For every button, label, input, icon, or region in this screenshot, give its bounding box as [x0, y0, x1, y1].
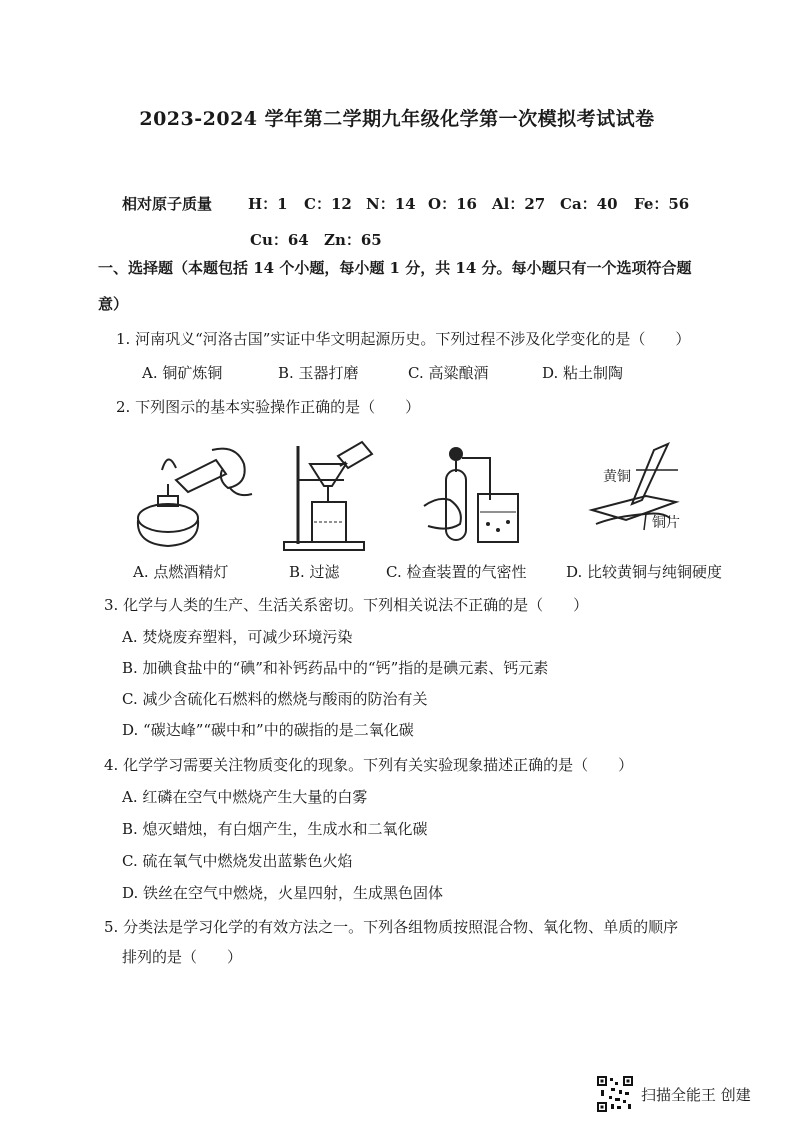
qr-code-icon — [597, 1076, 633, 1112]
q1-stem: 1. 河南巩义“河洛古国”实证中华文明起源历史。下列过程不涉及化学变化的是（ ） — [116, 330, 691, 348]
filtration-drawing — [276, 440, 426, 555]
figure-airtightness — [420, 440, 570, 555]
label-brass: 黄铜 — [603, 469, 631, 485]
atomic-mass-n: N：14 — [366, 195, 416, 213]
q2-option-c: C. 检查装置的气密性 — [386, 563, 527, 581]
atomic-mass-c: C：12 — [304, 195, 352, 213]
atomic-mass-o: O：16 — [428, 195, 477, 213]
figure-hardness — [586, 440, 736, 555]
exam-title: 2023-2024 学年第二学期九年级化学第一次模拟考试试卷 — [139, 108, 655, 130]
atomic-mass-label: 相对原子质量 — [122, 195, 213, 213]
q2-option-a: A. 点燃酒精灯 — [133, 563, 229, 581]
figure-filtration — [276, 440, 426, 555]
q5-stem: 5. 分类法是学习化学的有效方法之一。下列各组物质按照混合物、氧化物、单质的顺序 — [104, 918, 679, 936]
q4-option-d: D. 铁丝在空气中燃烧，火星四射，生成黑色固体 — [122, 884, 444, 902]
atomic-mass-zn: Zn：65 — [324, 231, 382, 249]
q1-option-a: A. 铜矿炼铜 — [142, 364, 223, 382]
q2-stem: 2. 下列图示的基本实验操作正确的是（ ） — [116, 398, 421, 416]
q2-option-d: D. 比较黄铜与纯铜硬度 — [566, 563, 723, 581]
atomic-mass-fe: Fe：56 — [634, 195, 690, 213]
q5-stem-cont: 排列的是（ ） — [122, 948, 243, 966]
q4-option-c: C. 硫在氧气中燃烧发出蓝紫色火焰 — [122, 852, 353, 870]
q3-option-d: D. “碳达峰”“碳中和”中的碳指的是二氧化碳 — [122, 721, 414, 739]
atomic-mass-ca: Ca：40 — [560, 195, 618, 213]
q3-option-c: C. 减少含硫化石燃料的燃烧与酸雨的防治有关 — [122, 690, 428, 708]
q3-stem: 3. 化学与人类的生产、生活关系密切。下列相关说法不正确的是（ ） — [104, 596, 589, 614]
q1-option-b: B. 玉器打磨 — [278, 364, 359, 382]
label-copper-sheet: 铜片 — [652, 515, 680, 531]
q4-stem: 4. 化学学习需要关注物质变化的现象。下列有关实验现象描述正确的是（ ） — [104, 756, 634, 774]
q1-option-c: C. 高粱酿酒 — [408, 364, 489, 382]
section1-heading-cont: 意） — [98, 295, 129, 313]
figure-light-alcohol-lamp — [126, 440, 276, 555]
watermark-text: 扫描全能王 创建 — [641, 1086, 751, 1104]
q3-option-a: A. 焚烧废弃塑料，可减少环境污染 — [122, 628, 353, 646]
q3-option-b: B. 加碘食盐中的“碘”和补钙药品中的“钙”指的是碘元素、钙元素 — [122, 659, 549, 677]
atomic-mass-al: Al：27 — [492, 195, 546, 213]
airtightness-drawing — [420, 440, 570, 555]
q2-option-b: B. 过滤 — [289, 563, 340, 581]
q4-option-b: B. 熄灭蜡烛，有白烟产生，生成水和二氧化碳 — [122, 820, 428, 838]
atomic-mass-cu: Cu：64 — [250, 231, 309, 249]
alcohol-lamp-drawing — [126, 440, 276, 555]
q4-option-a: A. 红磷在空气中燃烧产生大量的白雾 — [122, 788, 368, 806]
q1-option-d: D. 粘土制陶 — [542, 364, 624, 382]
section1-heading: 一、选择题（本题包括 14 个小题，每小题 1 分，共 14 分。每小题只有一个选项符合题 — [98, 259, 692, 277]
atomic-mass-h: H：1 — [248, 195, 288, 213]
hardness-drawing — [586, 440, 736, 555]
